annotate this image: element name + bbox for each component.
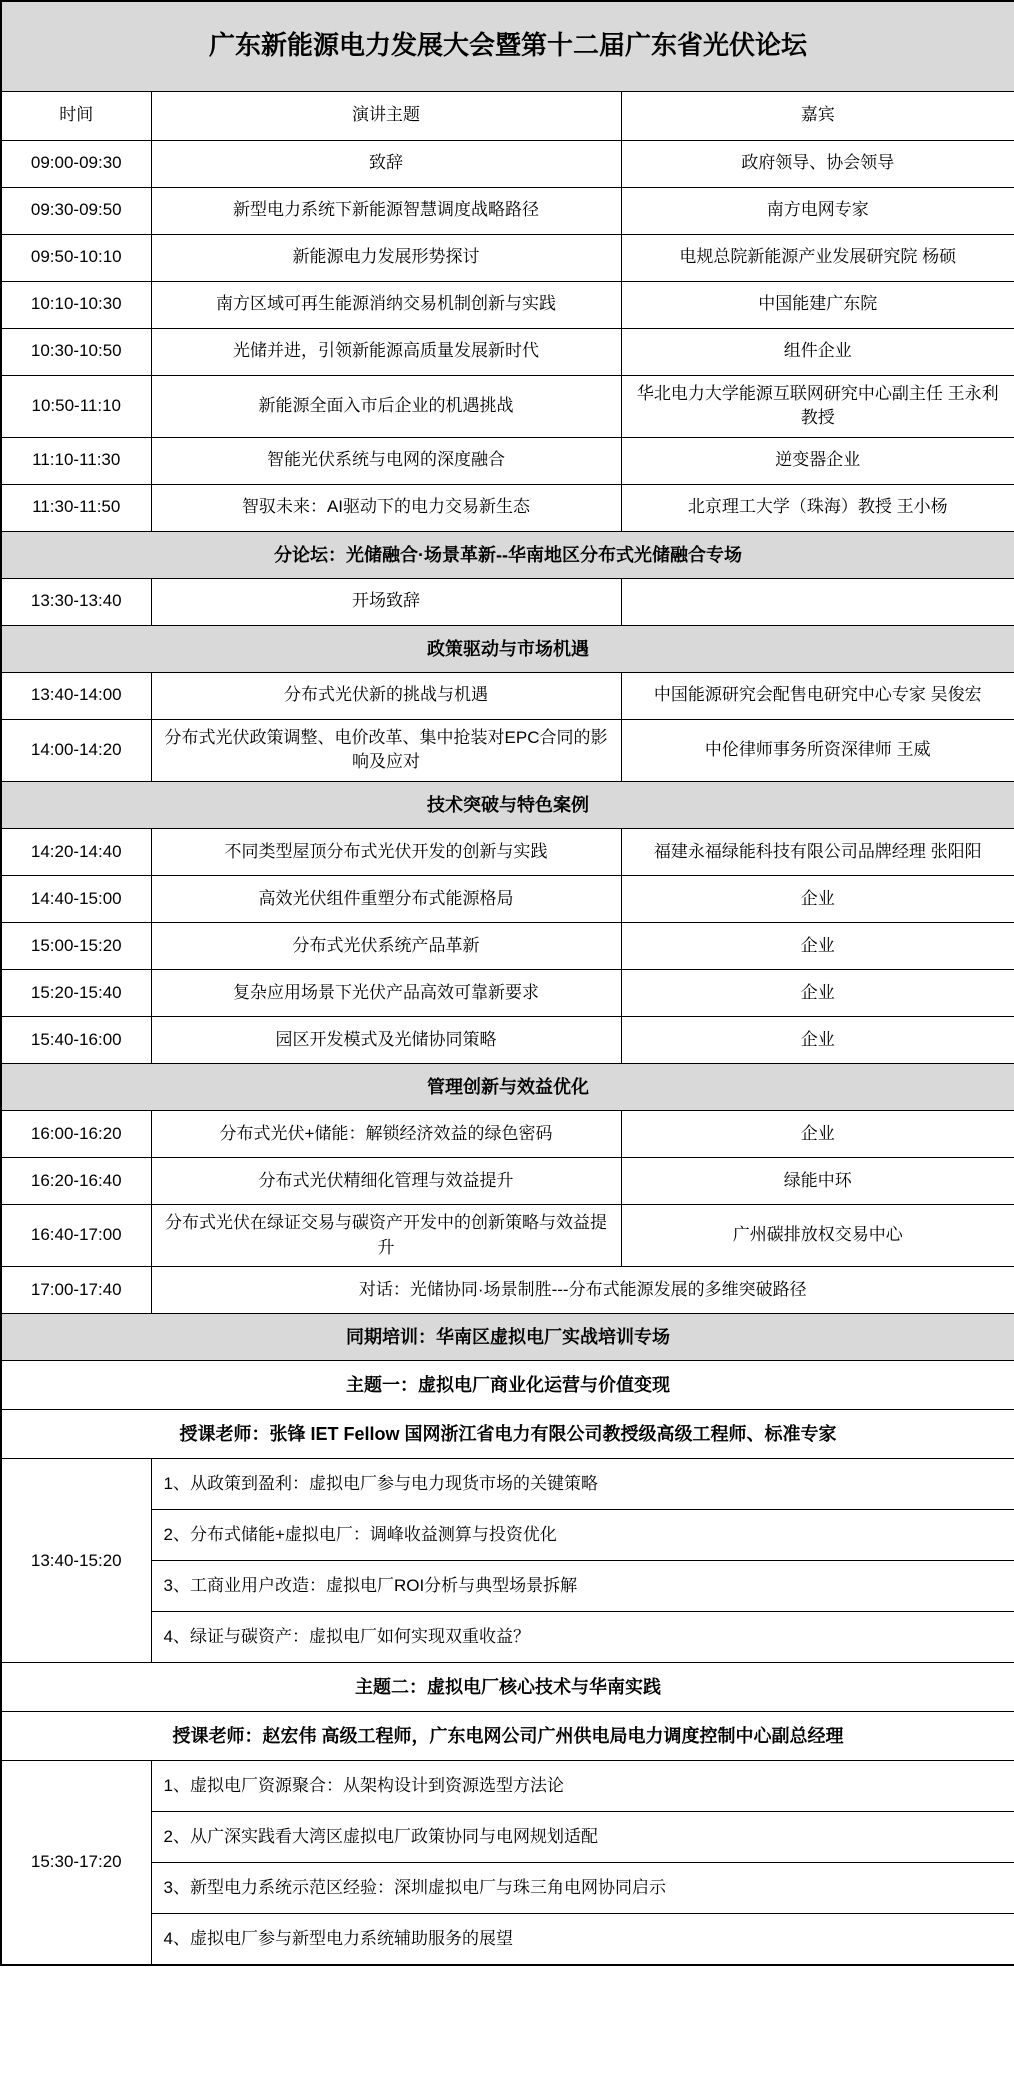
dialog-topic-cell: 对话：光储协同·场景制胜---分布式能源发展的多维突破路径 (151, 1267, 1014, 1314)
column-header-row (1, 91, 1014, 140)
topic-cell: 分布式光伏新的挑战与机遇 (151, 672, 621, 719)
subtitle-text: 授课老师：赵宏伟 高级工程师，广东电网公司广州供电局电力调度控制中心副总经理 (1, 1712, 1014, 1761)
time-cell: 14:20-14:40 (1, 829, 151, 876)
training-item-row (1, 1510, 1014, 1561)
time-cell: 16:40-17:00 (1, 1205, 151, 1267)
time-cell: 16:20-16:40 (1, 1158, 151, 1205)
section-title: 技术突破与特色案例 (1, 782, 1014, 829)
guest-cell: 福建永福绿能科技有限公司品牌经理 张阳阳 (621, 829, 1014, 876)
conference-title: 广东新能源电力发展大会暨第十二届广东省光伏论坛 (1, 1, 1014, 91)
section-row (1, 1064, 1014, 1111)
time-cell: 13:30-13:40 (1, 578, 151, 625)
training-item-row (1, 1914, 1014, 1965)
topic-cell: 开场致辞 (151, 578, 621, 625)
section-row (1, 625, 1014, 672)
topic-cell: 新型电力系统下新能源智慧调度战略路径 (151, 187, 621, 234)
training-item: 2、分布式储能+虚拟电厂：调峰收益测算与投资优化 (151, 1510, 1014, 1561)
session-row (1, 876, 1014, 923)
guest-cell: 企业 (621, 923, 1014, 970)
session-row (1, 187, 1014, 234)
subtitle-text: 主题二：虚拟电厂核心技术与华南实践 (1, 1663, 1014, 1712)
session-row (1, 1111, 1014, 1158)
guest-cell (621, 578, 1014, 625)
section-title: 同期培训：华南区虚拟电厂实战培训专场 (1, 1314, 1014, 1361)
training-item: 4、虚拟电厂参与新型电力系统辅助服务的展望 (151, 1914, 1014, 1965)
session-row (1, 140, 1014, 187)
training-item-row (1, 1459, 1014, 1510)
time-cell: 09:30-09:50 (1, 187, 151, 234)
guest-cell: 企业 (621, 1111, 1014, 1158)
subtitle-text: 授课老师：张锋 IET Fellow 国网浙江省电力有限公司教授级高级工程师、标准专家 (1, 1410, 1014, 1459)
topic-cell: 分布式光伏+储能：解锁经济效益的绿色密码 (151, 1111, 621, 1158)
time-cell: 13:40-14:00 (1, 672, 151, 719)
section-title: 管理创新与效益优化 (1, 1064, 1014, 1111)
topic-cell: 复杂应用场景下光伏产品高效可靠新要求 (151, 970, 621, 1017)
session-row (1, 328, 1014, 375)
time-cell: 11:30-11:50 (1, 484, 151, 531)
session-row (1, 923, 1014, 970)
guest-cell: 中伦律师事务所资深律师 王威 (621, 719, 1014, 781)
topic-cell: 智驭未来：AI驱动下的电力交易新生态 (151, 484, 621, 531)
session-row (1, 484, 1014, 531)
training-item: 2、从广深实践看大湾区虚拟电厂政策协同与电网规划适配 (151, 1812, 1014, 1863)
time-cell: 10:10-10:30 (1, 281, 151, 328)
session-row (1, 1205, 1014, 1267)
time-cell: 16:00-16:20 (1, 1111, 151, 1158)
topic-cell: 致辞 (151, 140, 621, 187)
session-row (1, 970, 1014, 1017)
guest-cell: 企业 (621, 876, 1014, 923)
time-cell: 14:40-15:00 (1, 876, 151, 923)
time-cell: 11:10-11:30 (1, 437, 151, 484)
subtitle-text: 主题一：虚拟电厂商业化运营与价值变现 (1, 1361, 1014, 1410)
guest-cell: 中国能源研究会配售电研究中心专家 吴俊宏 (621, 672, 1014, 719)
topic-cell: 分布式光伏在绿证交易与碳资产开发中的创新策略与效益提升 (151, 1205, 621, 1267)
topic-cell: 光储并进，引领新能源高质量发展新时代 (151, 328, 621, 375)
guest-cell: 逆变器企业 (621, 437, 1014, 484)
time-cell: 09:50-10:10 (1, 234, 151, 281)
session-row (1, 719, 1014, 781)
section-row (1, 1314, 1014, 1361)
time-cell: 10:50-11:10 (1, 375, 151, 437)
training-item-row (1, 1812, 1014, 1863)
topic-cell: 南方区域可再生能源消纳交易机制创新与实践 (151, 281, 621, 328)
training-item: 4、绿证与碳资产：虚拟电厂如何实现双重收益？ (151, 1612, 1014, 1663)
section-title: 分论坛：光储融合·场景革新--华南地区分布式光储融合专场 (1, 531, 1014, 578)
session-row (1, 234, 1014, 281)
training-item-row (1, 1761, 1014, 1812)
column-header-time: 时间 (1, 91, 151, 140)
training-block-time: 13:40-15:20 (1, 1459, 151, 1663)
title-row (1, 1, 1014, 91)
guest-cell: 电规总院新能源产业发展研究院 杨硕 (621, 234, 1014, 281)
training-item: 1、虚拟电厂资源聚合：从架构设计到资源选型方法论 (151, 1761, 1014, 1812)
guest-cell: 企业 (621, 1017, 1014, 1064)
section-row (1, 782, 1014, 829)
dialog-row (1, 1267, 1014, 1314)
guest-cell: 企业 (621, 970, 1014, 1017)
time-cell: 09:00-09:30 (1, 140, 151, 187)
topic-cell: 新能源全面入市后企业的机遇挑战 (151, 375, 621, 437)
guest-cell: 绿能中环 (621, 1158, 1014, 1205)
training-item: 1、从政策到盈利：虚拟电厂参与电力现货市场的关键策略 (151, 1459, 1014, 1510)
topic-cell: 分布式光伏政策调整、电价改革、集中抢装对EPC合同的影响及应对 (151, 719, 621, 781)
section-row (1, 531, 1014, 578)
guest-cell: 广州碳排放权交易中心 (621, 1205, 1014, 1267)
topic-cell: 新能源电力发展形势探讨 (151, 234, 621, 281)
time-cell: 10:30-10:50 (1, 328, 151, 375)
topic-cell: 智能光伏系统与电网的深度融合 (151, 437, 621, 484)
session-row (1, 1158, 1014, 1205)
training-item: 3、工商业用户改造：虚拟电厂ROI分析与典型场景拆解 (151, 1561, 1014, 1612)
training-item-row (1, 1612, 1014, 1663)
session-row (1, 281, 1014, 328)
time-cell: 15:40-16:00 (1, 1017, 151, 1064)
training-item: 3、新型电力系统示范区经验：深圳虚拟电厂与珠三角电网协同启示 (151, 1863, 1014, 1914)
subtitle-row (1, 1410, 1014, 1459)
topic-cell: 分布式光伏系统产品革新 (151, 923, 621, 970)
topic-cell: 高效光伏组件重塑分布式能源格局 (151, 876, 621, 923)
topic-cell: 分布式光伏精细化管理与效益提升 (151, 1158, 621, 1205)
guest-cell: 政府领导、协会领导 (621, 140, 1014, 187)
subtitle-row (1, 1361, 1014, 1410)
guest-cell: 中国能建广东院 (621, 281, 1014, 328)
topic-cell: 园区开发模式及光储协同策略 (151, 1017, 621, 1064)
section-title: 政策驱动与市场机遇 (1, 625, 1014, 672)
subtitle-row (1, 1663, 1014, 1712)
session-row (1, 829, 1014, 876)
guest-cell: 北京理工大学（珠海）教授 王小杨 (621, 484, 1014, 531)
subtitle-row (1, 1712, 1014, 1761)
training-item-row (1, 1561, 1014, 1612)
column-header-topic: 演讲主题 (151, 91, 621, 140)
session-row (1, 672, 1014, 719)
session-row (1, 578, 1014, 625)
training-block-time: 15:30-17:20 (1, 1761, 151, 1965)
guest-cell: 华北电力大学能源互联网研究中心副主任 王永利教授 (621, 375, 1014, 437)
column-header-guest: 嘉宾 (621, 91, 1014, 140)
topic-cell: 不同类型屋顶分布式光伏开发的创新与实践 (151, 829, 621, 876)
guest-cell: 南方电网专家 (621, 187, 1014, 234)
session-row (1, 1017, 1014, 1064)
time-cell: 17:00-17:40 (1, 1267, 151, 1314)
time-cell: 15:00-15:20 (1, 923, 151, 970)
time-cell: 15:20-15:40 (1, 970, 151, 1017)
time-cell: 14:00-14:20 (1, 719, 151, 781)
session-row (1, 437, 1014, 484)
session-row (1, 375, 1014, 437)
training-item-row (1, 1863, 1014, 1914)
guest-cell: 组件企业 (621, 328, 1014, 375)
